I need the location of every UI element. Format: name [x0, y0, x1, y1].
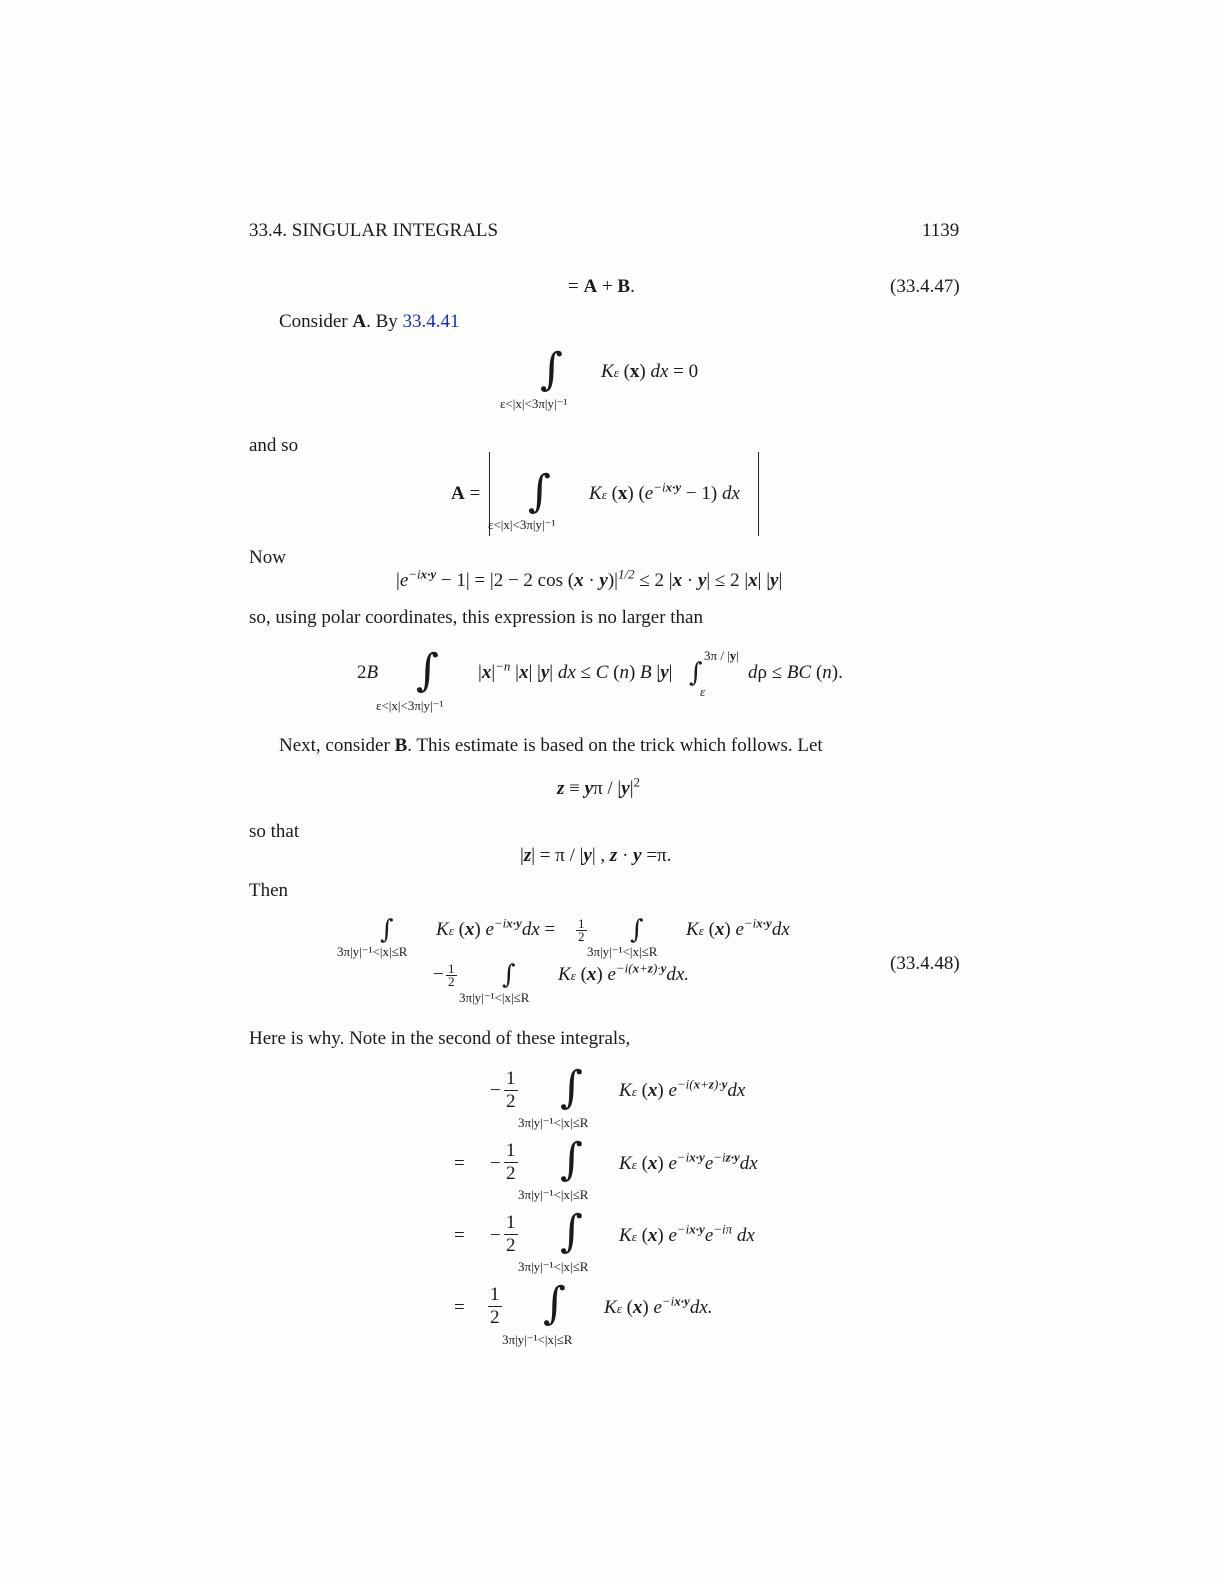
integral-sign: ∫: [380, 915, 394, 945]
equation-z-definition: $z \equiv y\pi / |y|^2$: [557, 774, 640, 799]
text-now: Now: [249, 547, 286, 568]
integral-limit: 3π|y|⁻¹<|x|≤R: [337, 944, 408, 959]
equation-reference-link[interactable]: 33.4.41: [402, 311, 460, 332]
text-polar-coordinates: so, using polar coordinates, this expression is no larger than: [249, 607, 703, 628]
text-here-is-why: Here is why. Note in the second of these integrals,: [249, 1028, 631, 1049]
integral-sign: ∫: [560, 1134, 583, 1185]
minus-sign: −: [433, 964, 444, 985]
integral-limit: ε<|x|<3π|y|⁻¹: [488, 517, 556, 532]
integral-sign: ∫: [560, 1062, 583, 1113]
text-so-that: so that: [249, 821, 300, 842]
text-and-so: and so: [249, 435, 299, 456]
equation-kernel-zero: Kε (x) dx = 0: [601, 361, 699, 382]
integral-sign: ∫: [689, 658, 703, 688]
running-header: 33.4. SINGULAR INTEGRALS: [249, 220, 499, 241]
equation-polar-result: dρ ≤ BC (n).: [748, 662, 843, 683]
integral-sign: ∫: [630, 915, 644, 945]
equals-sign: =: [454, 1225, 465, 1246]
integral-sign: ∫: [540, 344, 563, 395]
equation-a-lhs: A =: [451, 483, 481, 504]
equation-label-48: (33.4.48): [890, 953, 960, 974]
integral-limit: 3π|y|⁻¹<|x|≤R: [459, 990, 530, 1005]
equation-derivation-3: Kε (x) $e^{-ix\cdot y}e^{-i\pi}$ dx: [619, 1221, 755, 1246]
fraction-one-half: $\frac{1}{2}$: [490, 1284, 500, 1328]
integral-sign: ∫: [560, 1206, 583, 1257]
integral-limit: 3π|y|⁻¹<|x|≤R: [518, 1187, 589, 1202]
integral-limit: 3π|y|⁻¹<|x|≤R: [518, 1259, 589, 1274]
minus-sign: −: [490, 1225, 501, 1246]
equation-48-rhs-2: Kε (x) $e^{-i(x+z)\cdot y}dx$.: [558, 960, 690, 985]
equation-z-properties: |z| = π / |y| , z · y =π.: [520, 845, 672, 866]
integral-sign: ∫: [416, 645, 439, 696]
integral-upper-limit: 3π / |y|: [704, 648, 739, 663]
equation-derivation-4: Kε (x) $e^{-ix\cdot y}dx$.: [604, 1293, 713, 1318]
equation-derivation-2: Kε (x) $e^{-ix\cdot y}e^{-iz\cdot y}dx$: [619, 1149, 758, 1174]
integral-limit: 3π|y|⁻¹<|x|≤R: [518, 1115, 589, 1130]
equation-a-plus-b: = A + B.: [568, 276, 635, 297]
equation-2b: 2B: [357, 662, 379, 683]
equation-48-rhs-1: Kε (x) $e^{-ix\cdot y}dx$: [686, 915, 790, 940]
paragraph-consider-a: Consider A. By 33.4.41: [279, 311, 460, 332]
paragraph-consider-b: Next, consider B. This estimate is based on the trick which follows. Let: [279, 735, 823, 756]
minus-sign: −: [490, 1080, 501, 1101]
equation-polar-estimate: $|x|^{-n}$ |x| |y| dx ≤ C (n) B |y|: [478, 658, 673, 683]
fraction-one-half: $\frac{1}{2}$: [506, 1212, 516, 1256]
integral-sign: ∫: [502, 960, 516, 990]
integral-limit: ε<|x|<3π|y|⁻¹: [500, 396, 568, 411]
fraction-one-half: $\frac{1}{2}$: [448, 961, 455, 989]
equation-a-integrand: Kε (x) $(e^{-ix\cdot y} - 1)$ dx: [589, 479, 740, 504]
integral-limit: ε<|x|<3π|y|⁻¹: [376, 698, 444, 713]
equals-sign: =: [454, 1297, 465, 1318]
equation-derivation-1: Kε (x) $e^{-i(x+z)\cdot y}dx$: [619, 1076, 746, 1101]
integral-limit: 3π|y|⁻¹<|x|≤R: [502, 1332, 573, 1347]
fraction-one-half: $\frac{1}{2}$: [578, 916, 585, 944]
fraction-one-half: $\frac{1}{2}$: [506, 1068, 516, 1112]
integral-sign: ∫: [543, 1278, 566, 1329]
equals-sign: =: [454, 1153, 465, 1174]
integral-limit: 3π|y|⁻¹<|x|≤R: [587, 944, 658, 959]
integral-sign: ∫: [528, 466, 551, 517]
equation-exponential-bound: $|e^{-ix\cdot y} - 1| = |2 - 2$ $\cos (x \cdot y)|^{1/2} \le 2$ |x · y| ≤ 2 |x| |y|: [396, 566, 783, 591]
equation-label-47: (33.4.47): [890, 276, 960, 297]
page-number: 1139: [922, 220, 960, 241]
integral-lower-limit: ε: [700, 684, 706, 699]
text-then: Then: [249, 880, 289, 901]
absolute-value-bar-right: [758, 452, 759, 536]
equation-48-lhs: Kε (x) $e^{-ix\cdot y}dx$ =: [436, 915, 556, 940]
fraction-one-half: $\frac{1}{2}$: [506, 1140, 516, 1184]
minus-sign: −: [490, 1153, 501, 1174]
